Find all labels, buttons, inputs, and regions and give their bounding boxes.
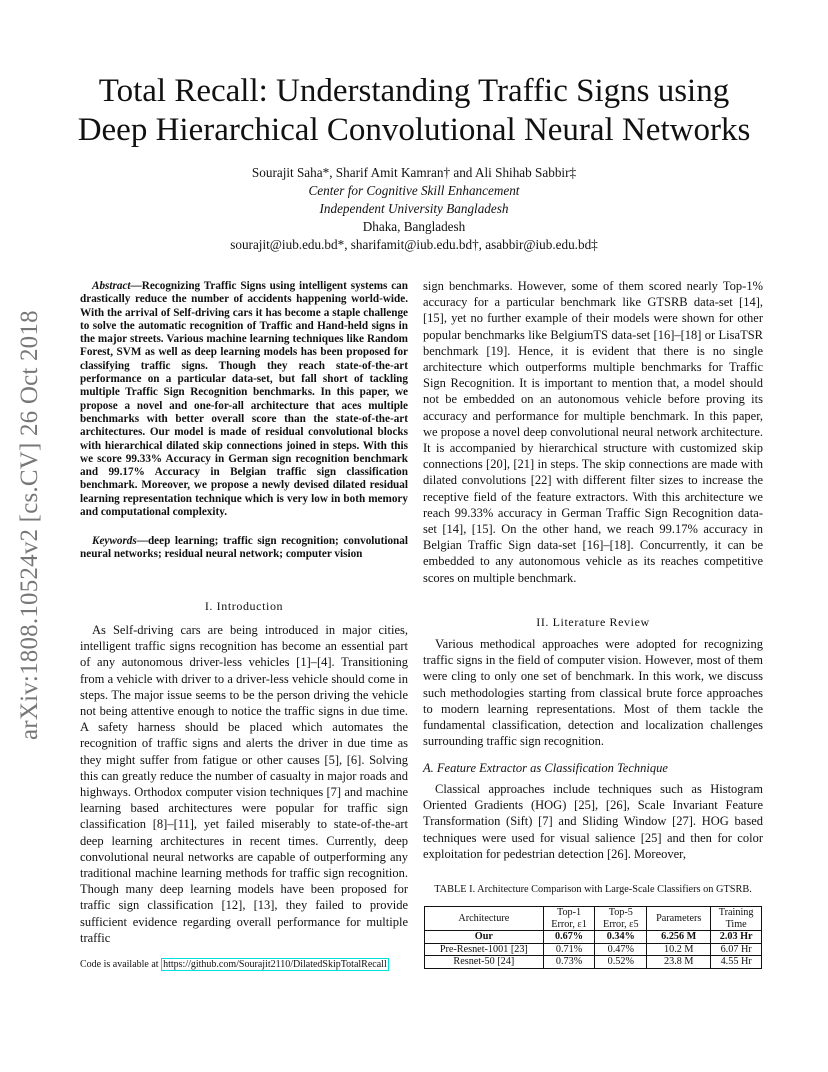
title-line-1: Total Recall: Understanding Traffic Signs using	[98, 73, 730, 109]
cell-top5: 0.52%	[595, 956, 647, 969]
feature-extractor-paragraph: Classical approaches include techniques such as Histogram Oriented Gradients (HOG) [25], [26], Scale Invariant Feature Transformation (Sift) [7] and Sliding Window [27]. HOG based techniques were used for visual salience [25] and then for color exploitation for pedestrian detection [26]. Moreover,	[423, 782, 763, 861]
code-footnote	[80, 959, 410, 970]
feature-extractor-subheading: A. Feature Extractor as Classification Technique	[423, 761, 668, 775]
cell-top1: 0.71%	[543, 943, 595, 956]
header-top1-sub: Error, ε1	[551, 918, 587, 930]
cell-architecture: Our	[425, 931, 544, 944]
continuation-paragraph: sign benchmarks. However, some of them scored nearly Top-1% accuracy for a particular benchmark like GTSRB data-set [14], [15], yet no further example of their models were shown for other popular benchmarks like BelgiumTS data-set [16]–[18] or LisaTSR benchmark [19]. Hence, it is evident that there is no single architecture which outperforms multiple benchmarks for Traffic Sign Recognition. It is important to mention that, a model should not be embedded on an autonomous vehicle before proving its accuracy and performance for multiple benchmark. In this paper, we propose a novel deep convolutional neural network architecture. It is accompanied by hierarchical structure with customized skip connections [20], [21] in steps. The skip connections are made with dilated convolutions [22] with different filter sizes to increase the receptive field of the feature extractors. With this architecture we reach 99.33% accuracy in German Traffic Sign Recognition data-set [14], [15]. On the other hand, we reach 99.17% accuracy in Belgian Traffic Sign data-set [16]–[18]. Concurrently, it can be embedded to any autonomous vehicle as its reaches competitive scores on multiple benchmark.	[423, 279, 763, 585]
paper-title	[60, 72, 768, 150]
introduction-heading: I. Introduction	[204, 599, 284, 613]
affiliation-2: Independent University Bangladesh	[319, 201, 509, 216]
feature-extractor-body	[423, 781, 763, 862]
cell-parameters: 6.256 M	[647, 931, 711, 944]
table-caption: TABLE I. Architecture Comparison with Large-Scale Classifiers on GTSRB.	[434, 884, 752, 895]
introduction-paragraph: As Self-driving cars are being introduced in major cities, intelligent traffic signs recognition has become an essential part of any autonomous driver-less vehicles [1]–[4]. Transitioning from a vehicle with driver to a driver-less vehicle should come in steps. The major issue seems to be the person driving the vehicle not being attentive enough to notice the traffic signs in due time. A safety harness should be placed which automates the recognition of traffic signs and alerts the driver in due time as they might suffer from fatigue or other causes [5], [6]. Solving this can greatly reduce the number of casualty in major roads and highways. Orthodox computer vision techniques [7] and machine learning based architectures were popular for traffic sign classification [8]–[11], yet failed miserably to state-of-the-art deep learning architectures in recent times. Currently, deep convolutional neural networks are capable of outperforming any traditional machine learning methods for traffic sign recognition. Though many deep learning models have been proposed for traffic sign classification [12], [13], they failed to provide sufficient evidence regarding overall performance for multiple traffic	[80, 623, 408, 945]
right-column-continuation	[423, 278, 763, 586]
header-architecture: Architecture	[425, 907, 544, 931]
abstract	[80, 280, 408, 519]
author-names: Sourajit Saha*, Sharif Amit Kamran† and Ali Shihab Sabbir‡	[251, 165, 577, 180]
cell-parameters: 23.8 M	[647, 956, 711, 969]
cell-top1: 0.67%	[543, 931, 595, 944]
cell-top1: 0.73%	[543, 956, 595, 969]
affiliation-1: Center for Cognitive Skill Enhancement	[308, 183, 520, 198]
title-line-2: Deep Hierarchical Convolutional Neural Networks	[77, 112, 751, 148]
literature-review-paragraph: Various methodical approaches were adopted for recognizing traffic signs in the field of computer vision. However, most of them were cling to only one set of benchmark. In this work, we discuss such methodologies starting from classical brute force approaches to modern learning representations. Most of them tackle the fundamental classification, detection and localization challenges surrounding traffic sign recognition.	[423, 637, 763, 749]
header-top1-label: Top-1	[556, 907, 582, 918]
introduction-body	[80, 622, 408, 946]
header-training-label: Training	[718, 907, 754, 918]
table-header-row	[425, 907, 762, 931]
cell-architecture: Pre-Resnet-1001 [23]	[425, 943, 544, 956]
abstract-text: —Recognizing Traffic Signs using intelligent systems can drastically reduce the number of accidents happening world-wide. With the arrival of Self-driving cars it has become a staple challenge to solve the automatic recognition of Traffic and Hand-held signs in the major streets. Various machine learning techniques like Random Forest, SVM as well as deep learning models has been proposed for classifying traffic signs. Though they reach state-of-the-art performance on a particular data-set, but fall short of tackling multiple Traffic Sign Recognition benchmarks. In this paper, we propose a novel and one-for-all architecture that aces multiple benchmarks with better overall score than the state-of-the-art architectures. Our model is made of residual convolutional blocks with hierarchical dilated skip connections joined in steps. With this we score 99.33% Accuracy in German sign recognition benchmark and 99.17% Accuracy in Belgian traffic sign classification benchmark. Moreover, we propose a newly devised dilated residual learning representation technique which is very low in both memory and computational complexity.	[80, 280, 408, 519]
cell-training-time: 2.03 Hr	[711, 931, 762, 944]
author-emails[interactable]: sourajit@iub.edu.bd*, sharifamit@iub.edu.bd†, asabbir@iub.edu.bd‡	[230, 237, 598, 252]
arxiv-identifier: arXiv:1808.10524v2 [cs.CV] 26 Oct 2018	[16, 310, 43, 740]
architecture-comparison-table	[424, 906, 762, 969]
cell-training-time: 4.55 Hr	[711, 956, 762, 969]
header-top5	[595, 907, 647, 931]
table-row	[425, 956, 762, 969]
header-top5-sub: Error, ε5	[603, 918, 639, 930]
header-parameters: Parameters	[647, 907, 711, 931]
keywords-text: —deep learning; traffic sign recognition; convolutional neural networks; residual neural network; computer vision	[80, 535, 408, 561]
code-repository-link[interactable]: https://github.com/Sourajit2110/DilatedSkipTotalRecall	[163, 959, 387, 970]
cell-architecture: Resnet-50 [24]	[425, 956, 544, 969]
table-row	[425, 943, 762, 956]
header-top5-label: Top-5	[608, 907, 633, 918]
header-top1	[543, 907, 595, 931]
footnote-prefix: Code is available at	[80, 959, 162, 970]
author-block	[60, 164, 768, 254]
author-location: Dhaka, Bangladesh	[362, 219, 466, 234]
literature-review-body	[423, 636, 763, 749]
cell-training-time: 6.07 Hr	[711, 943, 762, 956]
abstract-label: Abstract	[92, 280, 131, 292]
cell-top5: 0.34%	[595, 931, 647, 944]
header-training-sub: Time	[725, 918, 747, 930]
cell-parameters: 10.2 M	[647, 943, 711, 956]
literature-review-heading: II. Literature Review	[536, 615, 650, 629]
cell-top5: 0.47%	[595, 943, 647, 956]
table-row	[425, 931, 762, 944]
keywords-label: Keywords	[92, 535, 137, 547]
header-training-time	[711, 907, 762, 931]
keywords	[80, 535, 408, 562]
